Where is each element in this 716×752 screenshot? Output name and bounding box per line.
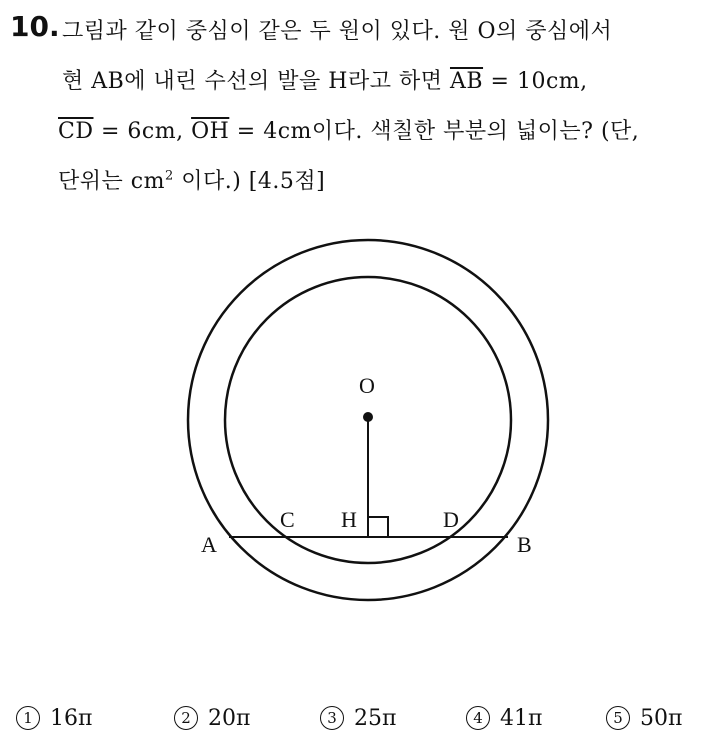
label-B: B [517, 532, 532, 557]
q-text: = 6cm, [93, 119, 192, 144]
choice-5[interactable] [606, 706, 682, 731]
q-text: 단위는 cm [58, 169, 165, 194]
choice-3[interactable] [320, 706, 396, 731]
segment-AB: $\overline{AB}$ [449, 69, 484, 94]
label-C: C [280, 507, 295, 532]
choice-number: 5 [606, 706, 630, 730]
choice-2[interactable] [174, 706, 250, 731]
label-O: O [359, 373, 375, 398]
choice-4[interactable] [466, 706, 542, 731]
label-H: H [341, 507, 357, 532]
question-number: 10. [10, 10, 60, 43]
choice-text: 25π [354, 706, 397, 731]
center-point-O [363, 412, 373, 422]
choice-text: 41π [500, 706, 543, 731]
q-text: 현 AB에 내린 수선의 발을 H라고 하면 [62, 69, 450, 94]
choice-number: 3 [320, 706, 344, 730]
q-text: = 10cm, [483, 69, 588, 94]
q-text: = 4cm이다. 색칠한 부분의 넓이는? (단, [229, 119, 640, 144]
label-A: A [201, 532, 217, 557]
superscript: 2 [164, 168, 174, 184]
label-D: D [443, 507, 459, 532]
choice-text: 50π [640, 706, 683, 731]
choice-text: 16π [50, 706, 93, 731]
choice-number: 4 [466, 706, 490, 730]
segment-CD: $\overline{CD}$ [58, 119, 94, 144]
choice-number: 1 [16, 706, 40, 730]
choice-number: 2 [174, 706, 198, 730]
choice-text: 20π [208, 706, 251, 731]
question-line-1: 그림과 같이 중심이 같은 두 원이 있다. 원 O의 중심에서 [62, 19, 613, 44]
choice-1[interactable] [16, 706, 92, 731]
segment-OH: $\overline{OH}$ [191, 119, 230, 144]
right-angle-mark [368, 517, 388, 537]
q-text: 이다.) [4.5점] [173, 169, 326, 194]
